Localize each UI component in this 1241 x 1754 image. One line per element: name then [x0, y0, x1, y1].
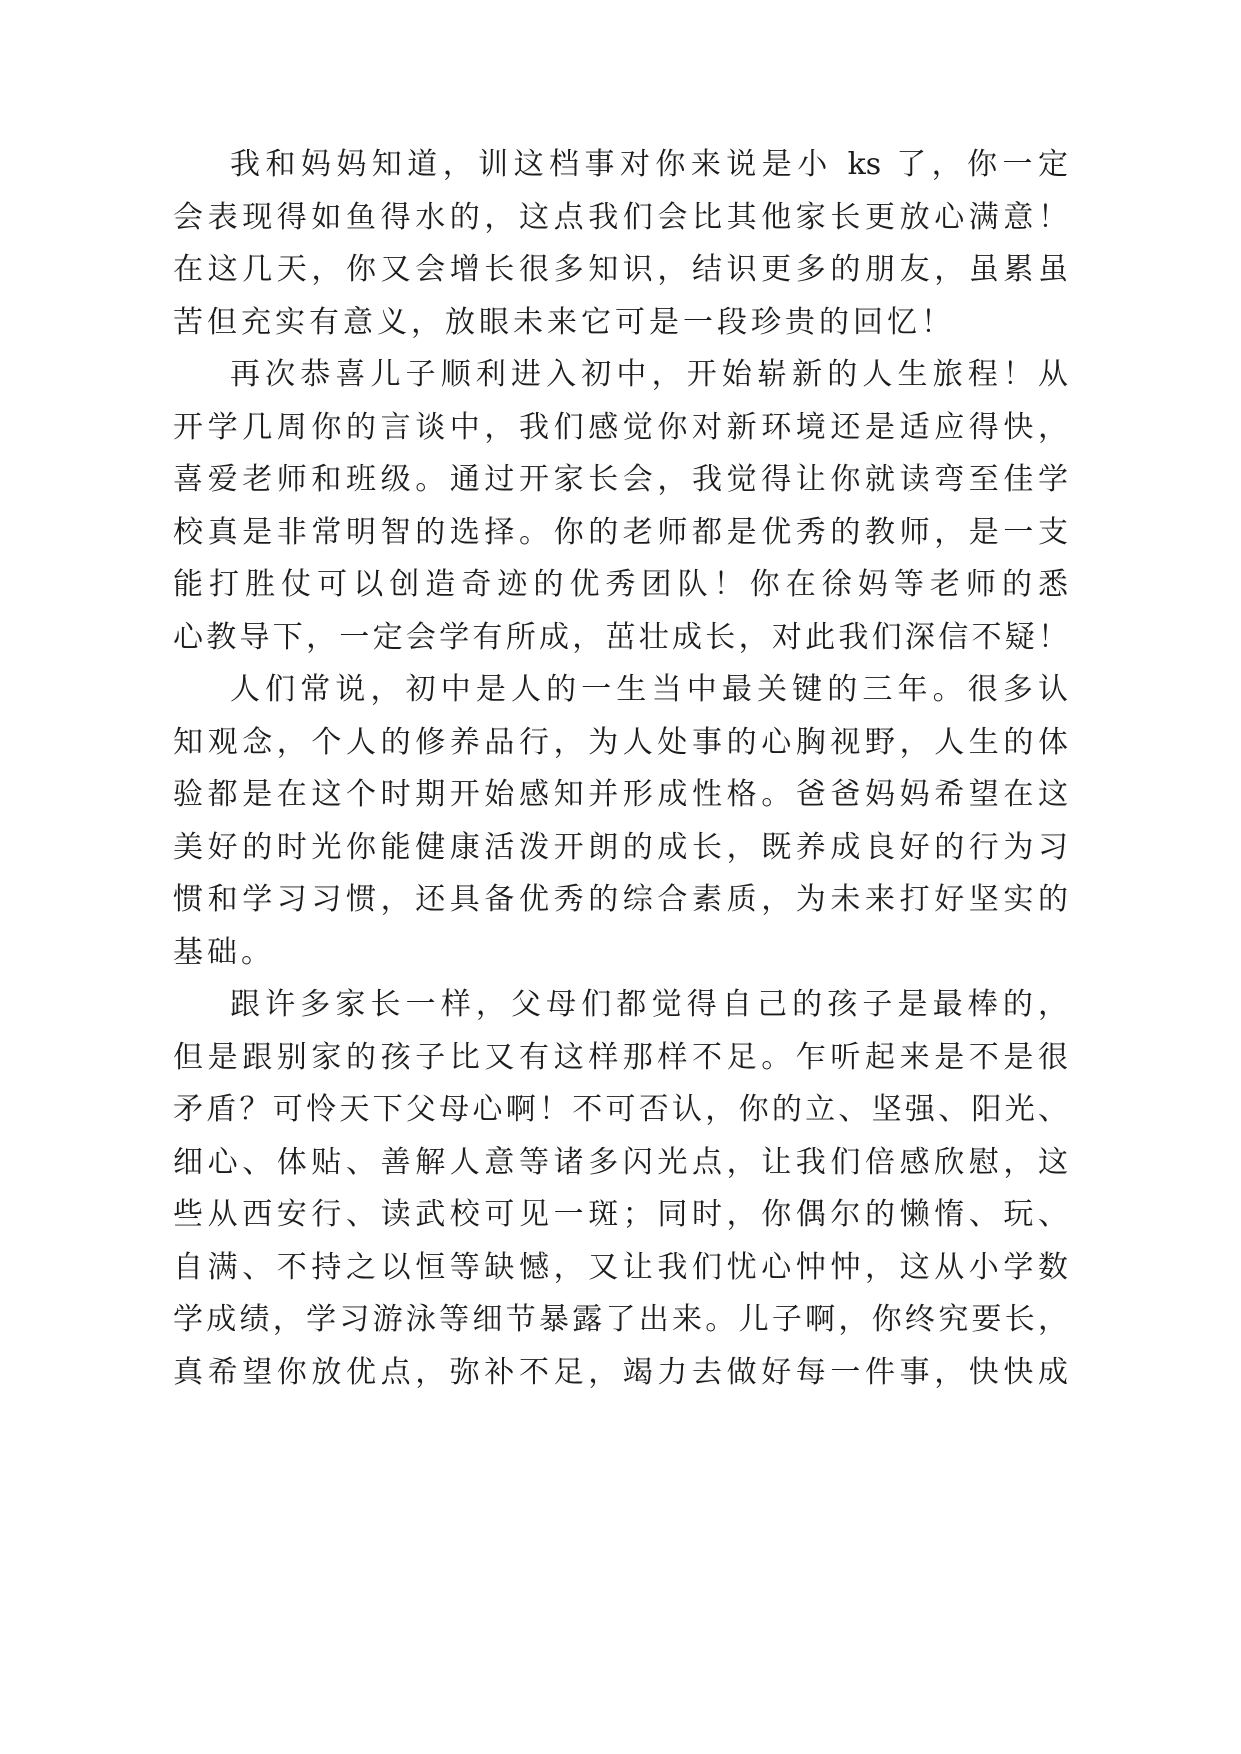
text-line: 在这几天，你又会增长很多知识，结识更多的朋友，虽累虽 [173, 252, 1068, 287]
text-line: 人们常说，初中是人的一生当中最关键的三年。很多认 [230, 672, 1068, 707]
text-line: 美好的时光你能健康活泼开朗的成长，既养成良好的行为习 [173, 829, 1068, 865]
text-line: 矛盾？可怜天下父母心啊！不可否认，你的立、坚强、阳光、 [173, 1092, 1068, 1127]
paragraph [173, 349, 1068, 664]
paragraph [173, 979, 1068, 1399]
text-line: 验都是在这个时期开始感知并形成性格。爸爸妈妈希望在这 [173, 777, 1068, 812]
text-line: 能打胜仗可以创造奇迹的优秀团队！你在徐妈等老师的悉 [173, 567, 1068, 602]
document-body [173, 139, 1068, 1399]
text-line: 苦但充实有意义，放眼未来它可是一段珍贵的回忆！ [173, 304, 955, 340]
text-line: 些从西安行、读武校可见一斑；同时，你偶尔的懒惰、玩、 [173, 1197, 1068, 1232]
text-line: 自满、不持之以恒等缺憾，又让我们忧心忡忡，这从小学数 [173, 1249, 1068, 1285]
text-line: 跟许多家长一样，父母们都觉得自己的孩子是最棒的， [230, 987, 1068, 1022]
text-line: 细心、体贴、善解人意等诸多闪光点，让我们倍感欣慰，这 [173, 1144, 1068, 1180]
text-line: 再次恭喜儿子顺利进入初中，开始崭新的人生旅程！从 [230, 357, 1068, 392]
text-line: 心教导下，一定会学有所成，茁壮成长，对此我们深信不疑！ [173, 619, 1068, 655]
paragraph [173, 139, 1068, 349]
text-line: 惯和学习习惯，还具备优秀的综合素质，为未来打好坚实的 [173, 882, 1068, 917]
text-line: 但是跟别家的孩子比又有这样那样不足。乍听起来是不是很 [173, 1039, 1068, 1075]
text-line: 会表现得如鱼得水的，这点我们会比其他家长更放心满意！ [173, 199, 1068, 235]
text-line: 我和妈妈知道，训这档事对你来说是小 ks 了，你一定 [230, 147, 1068, 182]
text-line: 基础。 [173, 934, 275, 970]
text-line: 学成绩，学习游泳等细节暴露了出来。儿子啊，你终究要长， [173, 1302, 1068, 1337]
text-line: 知观念，个人的修养品行，为人处事的心胸视野，人生的体 [173, 724, 1068, 760]
paragraph [173, 664, 1068, 979]
text-line: 开学几周你的言谈中，我们感觉你对新环境还是适应得快， [173, 409, 1068, 445]
text-line: 校真是非常明智的选择。你的老师都是优秀的教师，是一支 [173, 514, 1068, 550]
text-line: 真希望你放优点，弥补不足，竭力去做好每一件事，快快成 [173, 1354, 1068, 1390]
text-line: 喜爱老师和班级。通过开家长会，我觉得让你就读弯至佳学 [173, 462, 1068, 497]
